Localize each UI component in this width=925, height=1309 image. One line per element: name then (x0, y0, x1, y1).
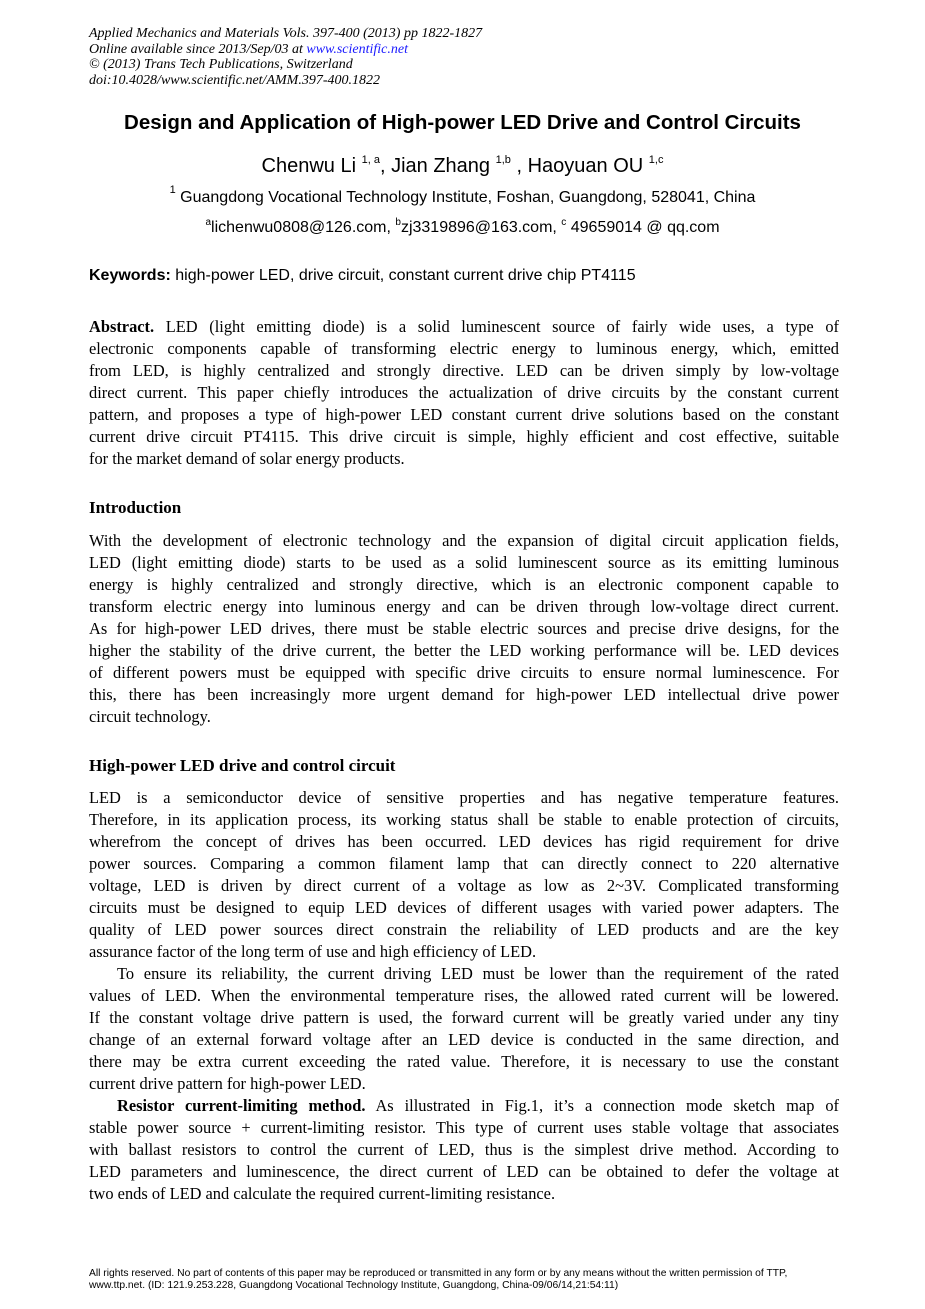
section-body (89, 787, 839, 1205)
line-text: LED (light emitting diode) is a solid luminescent source of fairly wide uses, a type of (154, 317, 839, 336)
line-text: As illustrated in Fig.1, it’s a connection mode sketch map of (365, 1096, 839, 1115)
text-line: from LED, is highly centralized and strongly directive. LED can be driven simply by low-voltage (89, 361, 839, 380)
text-line: As for high-power LED drives, there must be stable electric sources and precise drive designs, for the (89, 619, 839, 638)
text-line: for the market demand of solar energy products. (89, 449, 405, 468)
author-name: Jian Zhang (391, 155, 491, 177)
text-line: there may be extra current exceeding the rated value. Therefore, it is necessary to use the constant (89, 1052, 839, 1071)
text-line: energy is highly centralized and strongly directive, which is an electronic component capable to (89, 575, 839, 594)
text-line: two ends of LED and calculate the required current-limiting resistance. (89, 1184, 556, 1203)
introduction-body (89, 530, 839, 728)
text-line: electronic components capable of transforming electric energy to luminous energy, which, emitted (89, 339, 839, 358)
author-affil: 1, a (361, 154, 380, 166)
text-line: With the development of electronic technology and the expansion of digital circuit application fields, (89, 531, 839, 550)
text-line: voltage, LED is driven by direct current of a voltage as low as 2~3V. Complicated transforming (89, 876, 839, 895)
heading-drive-control-circuit: High-power LED drive and control circuit (89, 756, 396, 775)
keywords (89, 267, 636, 285)
text-line: assurance factor of the long term of use and high efficiency of LED. (89, 942, 537, 961)
text-line: direct current. This paper chiefly introduces the actualization of drive circuits by the constant current (89, 383, 839, 402)
paragraph-lead: Abstract. (89, 317, 155, 336)
emails (0, 219, 925, 237)
text-line: current drive pattern for high-power LED. (89, 1074, 366, 1093)
keywords-text: high-power LED, drive circuit, constant current drive chip PT4115 (170, 267, 636, 284)
journal-header (89, 26, 482, 88)
author-name: Haoyuan OU (527, 155, 644, 177)
footer-line: All rights reserved. No part of contents of this paper may be reproduced or transmitted in any form or by any means without the written permission of TTP, (89, 1268, 788, 1279)
text-line: LED (light emitting diode) starts to be used as a solid luminescent source as its emitting luminous (89, 553, 839, 572)
paragraph-lead: Resistor current-limiting method. (117, 1096, 366, 1115)
email-mark: b (395, 217, 401, 228)
keywords-label: Keywords: (89, 267, 171, 284)
email-mark: c (561, 217, 567, 228)
paper-title: Design and Application of High-power LED Drive and Control Circuits (124, 111, 801, 134)
text-line: of different powers must be equipped with specific drive circuits to ensure normal luminescence. For (89, 663, 839, 682)
authors (0, 155, 925, 178)
scientific-net-link[interactable]: www.scientific.net (306, 41, 408, 57)
footer-rights (89, 1268, 787, 1292)
email-mark: a (205, 217, 212, 228)
author-name: Chenwu Li (261, 155, 357, 177)
text-line: Therefore, in its application process, its working status shall be stable to enable protection of circuits, (89, 810, 839, 829)
text-line: stable power source + current-limiting resistor. This type of current uses stable voltage that associates (89, 1118, 839, 1137)
abstract (89, 316, 839, 470)
separator: , (379, 155, 392, 177)
online-availability (89, 42, 482, 58)
text-line: pattern, and proposes a type of high-power LED constant current drive solutions based on the constant (89, 405, 839, 424)
copyright: © (2013) Trans Tech Publications, Switzerland (89, 57, 353, 73)
author-affil: 1,b (495, 154, 511, 166)
text-line: quality of LED power sources direct constrain the reliability of LED products and are the key (89, 920, 839, 939)
email: 49659014 @ qq.com (566, 219, 720, 236)
email: lichenwu0808@126.com, (211, 219, 396, 236)
text-line: circuit technology. (89, 707, 211, 726)
text-line: with ballast resistors to control the current of LED, thus is the simplest drive method. According to (89, 1140, 839, 1159)
text-line: current drive circuit PT4115. This drive circuit is simple, highly efficient and cost effective, suitable (89, 427, 839, 446)
text-line (89, 316, 839, 338)
affiliation (0, 184, 925, 207)
text-line: To ensure its reliability, the current driving LED must be lower than the requirement of the rated (117, 964, 839, 983)
text-line: LED is a semiconductor device of sensitive properties and has negative temperature features. (89, 788, 839, 807)
text-line: circuits must be designed to equip LED devices of different usages with varied power adapters. The (89, 898, 839, 917)
text-line: transform electric energy into luminous energy and can be driven through low-voltage direct current. (89, 597, 839, 616)
text-line: If the constant voltage drive pattern is used, the forward current will be greatly varied under any tiny (89, 1008, 839, 1027)
doi: doi:10.4028/www.scientific.net/AMM.397-400.1822 (89, 72, 380, 88)
author-affil: 1,c (648, 154, 664, 166)
separator: , (510, 155, 528, 177)
text-line: LED parameters and luminescence, the direct current of LED can be obtained to defer the voltage at (89, 1162, 839, 1181)
email: zj3319896@163.com, (400, 219, 562, 236)
text-line (89, 1095, 839, 1117)
journal-citation: Applied Mechanics and Materials Vols. 397-400 (2013) pp 1822-1827 (89, 26, 483, 41)
affil-number: 1 (169, 184, 176, 196)
affil-text: Guangdong Vocational Technology Institute, Foshan, Guangdong, 528041, China (180, 189, 756, 206)
text-line: change of an external forward voltage after an LED device is conducted in the same direction, and (89, 1030, 839, 1049)
online-text: Online available since 2013/Sep/03 at (89, 41, 307, 57)
text-line: this, there has been increasingly more urgent demand for high-power LED intellectual drive power (89, 685, 839, 704)
text-line: higher the stability of the drive current, the better the LED working performance will be. LED devices (89, 641, 839, 660)
heading-introduction: Introduction (89, 498, 182, 517)
footer-line: www.ttp.net. (ID: 121.9.253.228, Guangdong Vocational Technology Institute, Guangdong, China-09/06/14,21:54:11) (89, 1280, 619, 1291)
text-line: wherefrom the concept of drives has been occurred. LED devices has rigid requirement for drive (89, 832, 839, 851)
text-line: values of LED. When the environmental temperature rises, the allowed rated current will be lowered. (89, 986, 839, 1005)
text-line: power sources. Comparing a common filament lamp that can directly connect to 220 alternative (89, 854, 839, 873)
